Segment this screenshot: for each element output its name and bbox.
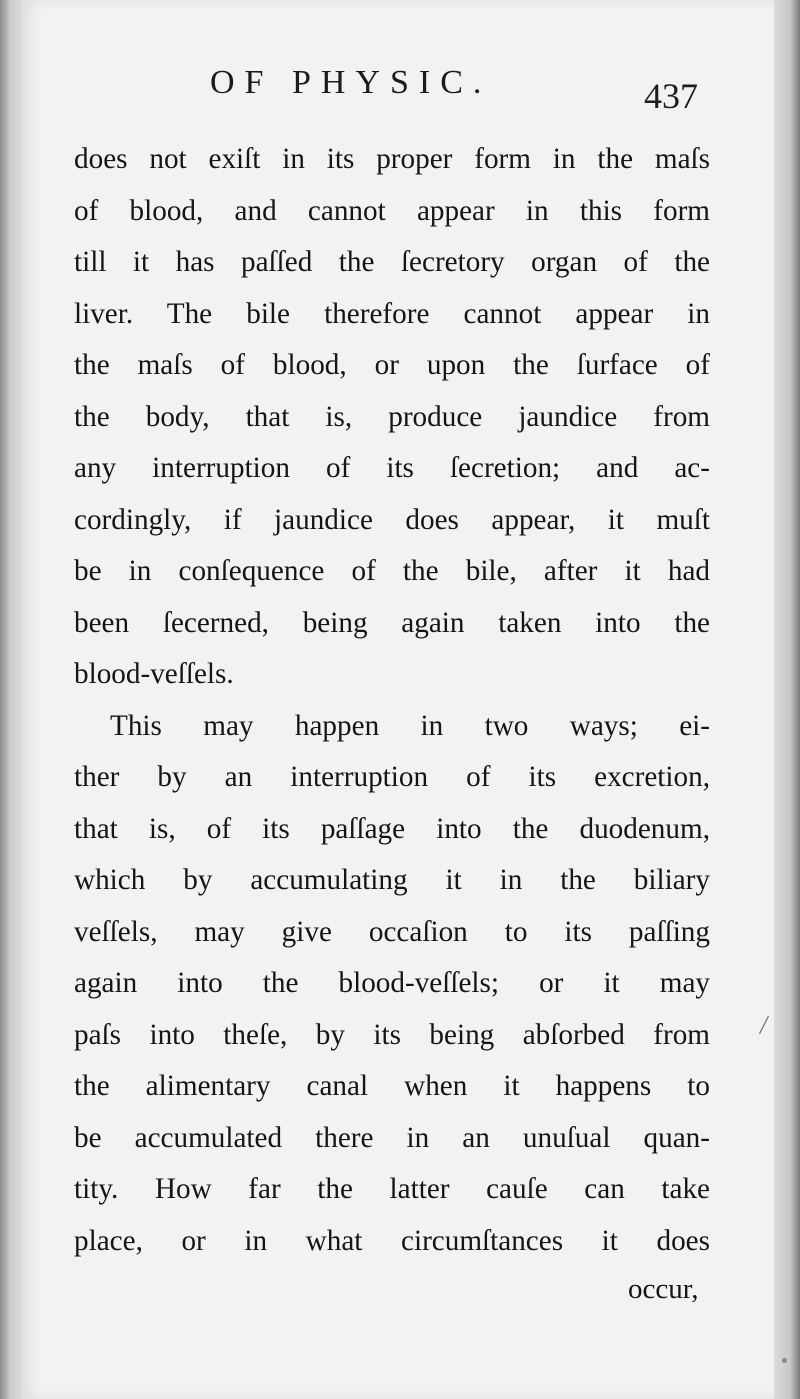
text-line: of blood, and cannot appear in this form <box>74 194 710 227</box>
page-number: 437 <box>644 76 698 116</box>
book-page <box>22 0 774 1399</box>
margin-mark: / <box>757 1009 770 1042</box>
text-line: the alimentary canal when it happens to <box>74 1070 710 1102</box>
text-line: place, or in what circumſtances it does <box>74 1224 710 1257</box>
text-line: the body, that is, produce jaundice from <box>74 400 710 433</box>
ink-speck <box>782 1358 787 1363</box>
text-line: ther by an interruption of its excretion, <box>74 761 710 793</box>
running-title: OF PHYSIC. <box>210 64 492 101</box>
text-line: any interruption of its ſecretion; and ac- <box>74 452 710 484</box>
text-line: the maſs of blood, or upon the ſurface of <box>74 349 710 381</box>
text-line: paſs into theſe, by its being abſorbed from <box>74 1018 710 1051</box>
text-line-paragraph-start: This may happen in two ways; ei- <box>110 709 710 742</box>
catchword: occur, <box>628 1273 699 1305</box>
text-line: again into the blood-veſſels; or it may <box>74 967 710 999</box>
text-line: that is, of its paſſage into the duodenum, <box>74 812 710 845</box>
text-line: liver. The bile therefore cannot appear in <box>74 297 710 330</box>
text-line: cordingly, if jaundice does appear, it muſt <box>74 503 710 536</box>
text-line: be in conſequence of the bile, after it had <box>74 555 710 587</box>
text-line: be accumulated there in an unuſual quan- <box>74 1121 710 1154</box>
text-line: tity. How far the latter cauſe can take <box>74 1173 710 1205</box>
text-line: been ſecerned, being again taken into the <box>74 606 710 639</box>
text-line: which by accumulating it in the biliary <box>74 864 710 896</box>
text-line: blood-veſſels. <box>74 658 234 690</box>
text-line: does not exiſt in its proper form in the maſs <box>74 143 710 175</box>
text-line: veſſels, may give occaſion to its paſſing <box>74 915 710 948</box>
text-line: till it has paſſed the ſecretory organ of the <box>74 246 710 278</box>
body-text <box>74 134 710 1267</box>
